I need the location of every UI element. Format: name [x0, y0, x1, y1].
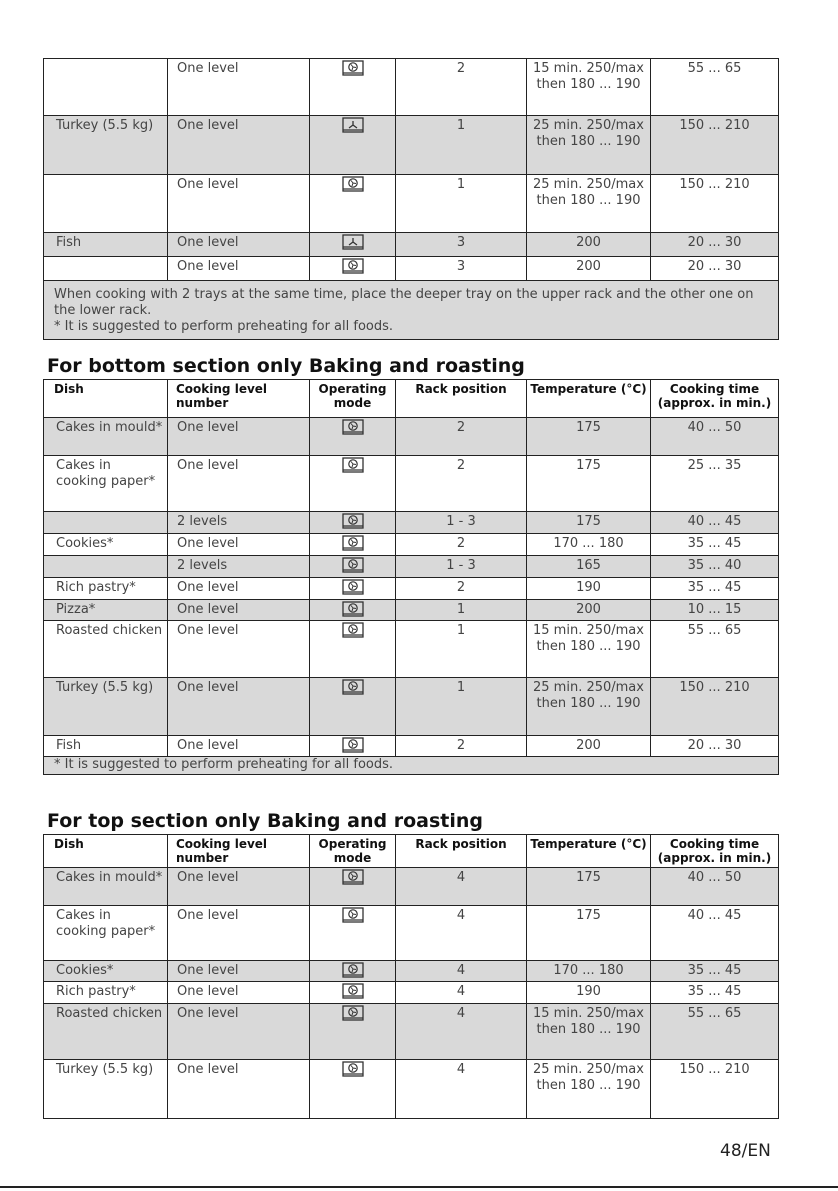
cooking-time-cell: 20 ... 30	[651, 736, 779, 757]
operating-mode-cell	[310, 175, 396, 233]
cooking-level-cell: One level	[168, 621, 310, 678]
header-dish: Dish	[44, 380, 168, 418]
dish-cell: Roasted chicken	[44, 1004, 168, 1060]
rack-position-cell: 1	[396, 678, 527, 736]
cooking-time-cell: 35 ... 45	[651, 982, 779, 1004]
table-top-section	[43, 834, 779, 1119]
section-title: For top section only Baking and roasting	[47, 810, 483, 832]
temperature-cell: 15 min. 250/max then 180 ... 190	[527, 59, 651, 116]
operating-mode-cell	[310, 233, 396, 257]
fan-heating-icon	[342, 535, 364, 551]
temperature-cell: 200	[527, 233, 651, 257]
temperature-cell: 175	[527, 456, 651, 512]
dish-cell: Turkey (5.5 kg)	[44, 678, 168, 736]
table-note-row	[44, 757, 779, 775]
section-title: For bottom section only Baking and roasting	[47, 355, 525, 377]
temperature-cell: 15 min. 250/max then 180 ... 190	[527, 621, 651, 678]
fan-heating-icon	[342, 419, 364, 435]
operating-mode-cell	[310, 906, 396, 961]
table-note	[44, 281, 779, 340]
cooking-time-cell: 35 ... 40	[651, 556, 779, 578]
fan-heating-icon	[342, 513, 364, 529]
table-row	[44, 456, 779, 512]
fan-heating-icon	[342, 1061, 364, 1077]
cooking-time-cell: 20 ... 30	[651, 233, 779, 257]
fan-heating-icon	[342, 601, 364, 617]
cooking-level-cell: One level	[168, 116, 310, 175]
header-cooking-time: Cooking time (approx. in min.)	[651, 380, 779, 418]
dish-cell: Turkey (5.5 kg)	[44, 116, 168, 175]
header-cooking-time: Cooking time (approx. in min.)	[651, 835, 779, 868]
table-row	[44, 736, 779, 757]
fan-heating-icon	[342, 579, 364, 595]
dish-cell: Cakes in mould*	[44, 868, 168, 906]
temperature-cell: 170 ... 180	[527, 534, 651, 556]
cooking-time-cell: 55 ... 65	[651, 59, 779, 116]
temperature-cell: 175	[527, 418, 651, 456]
grill-icon	[342, 117, 364, 133]
operating-mode-cell	[310, 736, 396, 757]
fan-heating-icon	[342, 983, 364, 999]
temperature-cell: 165	[527, 556, 651, 578]
header-temperature: Temperature (°C)	[527, 835, 651, 868]
table-row	[44, 1060, 779, 1119]
temperature-cell: 25 min. 250/max then 180 ... 190	[527, 175, 651, 233]
temperature-cell: 170 ... 180	[527, 961, 651, 982]
table-row	[44, 621, 779, 678]
operating-mode-cell	[310, 578, 396, 600]
cooking-time-cell: 35 ... 45	[651, 961, 779, 982]
rack-position-cell: 1	[396, 116, 527, 175]
cooking-time-cell: 10 ... 15	[651, 600, 779, 621]
table-row	[44, 233, 779, 257]
fan-heating-icon	[342, 457, 364, 473]
operating-mode-cell	[310, 868, 396, 906]
cooking-level-cell: One level	[168, 59, 310, 116]
rack-position-cell: 1	[396, 175, 527, 233]
table-row	[44, 534, 779, 556]
temperature-cell: 15 min. 250/max then 180 ... 190	[527, 1004, 651, 1060]
cooking-time-cell: 55 ... 65	[651, 1004, 779, 1060]
cooking-time-cell: 20 ... 30	[651, 257, 779, 281]
rack-position-cell: 4	[396, 961, 527, 982]
cooking-level-cell: One level	[168, 175, 310, 233]
table-row	[44, 59, 779, 116]
table-row	[44, 556, 779, 578]
fan-heating-icon	[342, 679, 364, 695]
grill-icon	[342, 234, 364, 250]
operating-mode-cell	[310, 600, 396, 621]
dish-cell: Fish	[44, 233, 168, 257]
fan-heating-icon	[342, 962, 364, 978]
temperature-cell: 175	[527, 512, 651, 534]
header-operating-mode: Operating mode	[310, 380, 396, 418]
cooking-time-cell: 40 ... 45	[651, 906, 779, 961]
table-row	[44, 1004, 779, 1060]
temperature-cell: 190	[527, 578, 651, 600]
fan-heating-icon	[342, 907, 364, 923]
operating-mode-cell	[310, 678, 396, 736]
dish-cell	[44, 175, 168, 233]
cooking-level-cell: One level	[168, 868, 310, 906]
operating-mode-cell	[310, 257, 396, 281]
rack-position-cell: 1 - 3	[396, 512, 527, 534]
cooking-level-cell: 2 levels	[168, 512, 310, 534]
cooking-level-cell: One level	[168, 257, 310, 281]
temperature-cell: 25 min. 250/max then 180 ... 190	[527, 1060, 651, 1119]
cooking-time-cell: 35 ... 45	[651, 578, 779, 600]
operating-mode-cell	[310, 512, 396, 534]
table-row	[44, 257, 779, 281]
cooking-level-cell: One level	[168, 1060, 310, 1119]
table-row	[44, 418, 779, 456]
rack-position-cell: 2	[396, 578, 527, 600]
header-rack-position: Rack position	[396, 835, 527, 868]
operating-mode-cell	[310, 1060, 396, 1119]
fan-heating-icon	[342, 258, 364, 274]
temperature-cell: 200	[527, 600, 651, 621]
cooking-level-cell: One level	[168, 1004, 310, 1060]
rack-position-cell: 3	[396, 257, 527, 281]
cooking-time-cell: 150 ... 210	[651, 175, 779, 233]
cooking-level-cell: One level	[168, 233, 310, 257]
cooking-level-cell: One level	[168, 678, 310, 736]
cooking-time-cell: 150 ... 210	[651, 1060, 779, 1119]
cooking-time-cell: 40 ... 50	[651, 418, 779, 456]
operating-mode-cell	[310, 418, 396, 456]
dish-cell: Rich pastry*	[44, 982, 168, 1004]
operating-mode-cell	[310, 961, 396, 982]
rack-position-cell: 4	[396, 868, 527, 906]
dish-cell: Roasted chicken	[44, 621, 168, 678]
operating-mode-cell	[310, 556, 396, 578]
fan-heating-icon	[342, 557, 364, 573]
header-operating-mode: Operating mode	[310, 835, 396, 868]
temperature-cell: 175	[527, 868, 651, 906]
table-row	[44, 961, 779, 982]
cooking-time-cell: 150 ... 210	[651, 678, 779, 736]
cooking-level-cell: One level	[168, 600, 310, 621]
dish-cell: Fish	[44, 736, 168, 757]
operating-mode-cell	[310, 621, 396, 678]
cooking-level-cell: One level	[168, 418, 310, 456]
operating-mode-cell	[310, 116, 396, 175]
table-header-row	[44, 380, 779, 418]
table-bottom-section	[43, 379, 779, 775]
rack-position-cell: 4	[396, 1060, 527, 1119]
page-number: 48/EN	[720, 1141, 771, 1161]
dish-cell: Cakes in cooking paper*	[44, 906, 168, 961]
rack-position-cell: 2	[396, 418, 527, 456]
table-row	[44, 600, 779, 621]
temperature-cell: 200	[527, 736, 651, 757]
rack-position-cell: 4	[396, 906, 527, 961]
rack-position-cell: 2	[396, 736, 527, 757]
fan-heating-icon	[342, 1005, 364, 1021]
table-row	[44, 982, 779, 1004]
header-cooking-level: Cooking level number	[168, 380, 310, 418]
rack-position-cell: 4	[396, 982, 527, 1004]
cooking-time-cell: 40 ... 50	[651, 868, 779, 906]
fan-heating-icon	[342, 60, 364, 76]
temperature-cell: 175	[527, 906, 651, 961]
fan-heating-icon	[342, 737, 364, 753]
dish-cell: Pizza*	[44, 600, 168, 621]
table-row	[44, 578, 779, 600]
cooking-time-cell: 40 ... 45	[651, 512, 779, 534]
rack-position-cell: 2	[396, 456, 527, 512]
dish-cell: Rich pastry*	[44, 578, 168, 600]
dish-cell	[44, 257, 168, 281]
rack-position-cell: 2	[396, 59, 527, 116]
cooking-level-cell: One level	[168, 578, 310, 600]
dish-cell: Cakes in mould*	[44, 418, 168, 456]
table-row	[44, 868, 779, 906]
table-continued	[43, 58, 779, 340]
fan-heating-icon	[342, 869, 364, 885]
cooking-time-cell: 150 ... 210	[651, 116, 779, 175]
table-row	[44, 116, 779, 175]
fan-heating-icon	[342, 622, 364, 638]
header-rack-position: Rack position	[396, 380, 527, 418]
dish-cell: Turkey (5.5 kg)	[44, 1060, 168, 1119]
cooking-level-cell: One level	[168, 961, 310, 982]
fan-heating-icon	[342, 176, 364, 192]
cooking-level-cell: One level	[168, 906, 310, 961]
header-cooking-level: Cooking level number	[168, 835, 310, 868]
cooking-level-cell: One level	[168, 456, 310, 512]
dish-cell	[44, 512, 168, 534]
rack-position-cell: 1 - 3	[396, 556, 527, 578]
note-text: * It is suggested to perform preheating for all foods.	[54, 319, 394, 334]
dish-cell: Cookies*	[44, 961, 168, 982]
dish-cell	[44, 59, 168, 116]
table-row	[44, 678, 779, 736]
cooking-level-cell: One level	[168, 534, 310, 556]
temperature-cell: 190	[527, 982, 651, 1004]
table-header-row	[44, 835, 779, 868]
dish-cell: Cakes in cooking paper*	[44, 456, 168, 512]
operating-mode-cell	[310, 456, 396, 512]
page-bottom-rule	[0, 1186, 838, 1188]
temperature-cell: 25 min. 250/max then 180 ... 190	[527, 678, 651, 736]
table-note-row	[44, 281, 779, 340]
operating-mode-cell	[310, 982, 396, 1004]
header-dish: Dish	[44, 835, 168, 868]
note-text: When cooking with 2 trays at the same time, place the deeper tray on the upper rack and the other one on the lower rack.	[54, 287, 754, 318]
cooking-level-cell: 2 levels	[168, 556, 310, 578]
operating-mode-cell	[310, 534, 396, 556]
operating-mode-cell	[310, 59, 396, 116]
rack-position-cell: 1	[396, 621, 527, 678]
rack-position-cell: 3	[396, 233, 527, 257]
dish-cell: Cookies*	[44, 534, 168, 556]
cooking-time-cell: 35 ... 45	[651, 534, 779, 556]
cooking-time-cell: 25 ... 35	[651, 456, 779, 512]
temperature-cell: 200	[527, 257, 651, 281]
table-row	[44, 906, 779, 961]
temperature-cell: 25 min. 250/max then 180 ... 190	[527, 116, 651, 175]
cooking-level-cell: One level	[168, 982, 310, 1004]
table-row	[44, 175, 779, 233]
rack-position-cell: 1	[396, 600, 527, 621]
rack-position-cell: 2	[396, 534, 527, 556]
table-note: * It is suggested to perform preheating for all foods.	[44, 757, 779, 775]
cooking-level-cell: One level	[168, 736, 310, 757]
cooking-time-cell: 55 ... 65	[651, 621, 779, 678]
rack-position-cell: 4	[396, 1004, 527, 1060]
operating-mode-cell	[310, 1004, 396, 1060]
header-temperature: Temperature (°C)	[527, 380, 651, 418]
dish-cell	[44, 556, 168, 578]
table-row	[44, 512, 779, 534]
